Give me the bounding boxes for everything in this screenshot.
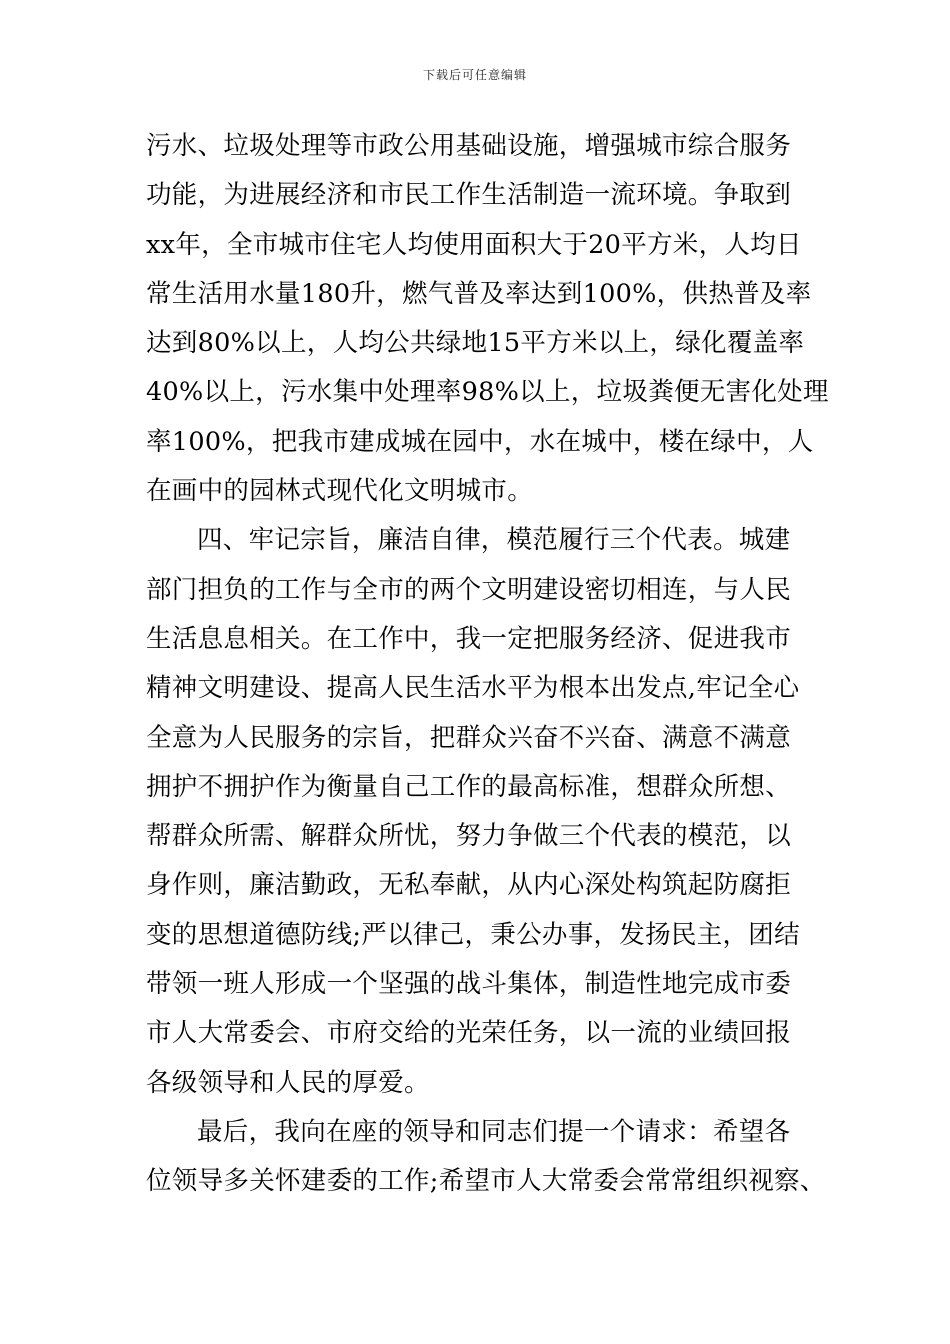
text-line: 各级领导和人民的厚爱。 bbox=[146, 1067, 430, 1098]
paragraph-first-line: 最后，我向在座的领导和同志们提一个请求：希望各 bbox=[197, 1116, 791, 1147]
text-line: 全意为人民服务的宗旨，把群众兴奋不兴奋、满意不满意 bbox=[146, 722, 792, 753]
text-line: xx年，全市城市住宅人均使用面积大于20平方米，人均日 bbox=[146, 229, 802, 260]
text-line: 位领导多关怀建委的工作;希望市人大常委会常常组织视察、 bbox=[146, 1166, 826, 1197]
text-line: 在画中的园林式现代化文明城市。 bbox=[146, 476, 534, 507]
text-line: 率100%，把我市建成城在园中，水在城中，楼在绿中，人 bbox=[146, 426, 814, 457]
page-header: 下载后可任意编辑 bbox=[422, 68, 527, 82]
text-line: 市人大常委会、市府交给的光荣任务，以一流的业绩回报 bbox=[146, 1018, 792, 1049]
text-line: 生活息息相关。在工作中，我一定把服务经济、促进我市 bbox=[146, 623, 792, 654]
text-line: 带领一班人形成一个坚强的战斗集体，制造性地完成市委 bbox=[146, 969, 792, 1000]
text-line: 常生活用水量180升，燃气普及率达到100%，供热普及率 bbox=[146, 278, 812, 309]
text-line: 污水、垃圾处理等市政公用基础设施，增强城市综合服务 bbox=[146, 131, 792, 161]
document-body bbox=[146, 122, 829, 1207]
text-line: 达到80%以上，人均公共绿地15平方米以上，绿化覆盖率 bbox=[146, 328, 805, 359]
text-line: 变的思想道德防线;严以律己，秉公办事，发扬民主，团结 bbox=[146, 919, 800, 950]
paragraph-first-line: 四、牢记宗旨，廉洁自律，模范履行三个代表。城建 bbox=[197, 525, 791, 556]
text-line: 精神文明建设、提高人民生活水平为根本出发点,牢记全心 bbox=[146, 673, 800, 704]
text-line: 部门担负的工作与全市的两个文明建设密切相连，与人民 bbox=[146, 574, 792, 605]
text-line: 拥护不拥护作为衡量自己工作的最高标准，想群众所想、 bbox=[146, 771, 792, 802]
text-line: 40%以上，污水集中处理率98%以上，垃圾粪便无害化处理 bbox=[146, 377, 829, 408]
text-line: 帮群众所需、解群众所忧，努力争做三个代表的模范，以 bbox=[146, 821, 792, 852]
text-line: 功能，为进展经济和市民工作生活制造一流环境。争取到 bbox=[146, 180, 792, 211]
text-line: 身作则，廉洁勤政，无私奉献，从内心深处构筑起防腐拒 bbox=[146, 870, 792, 901]
